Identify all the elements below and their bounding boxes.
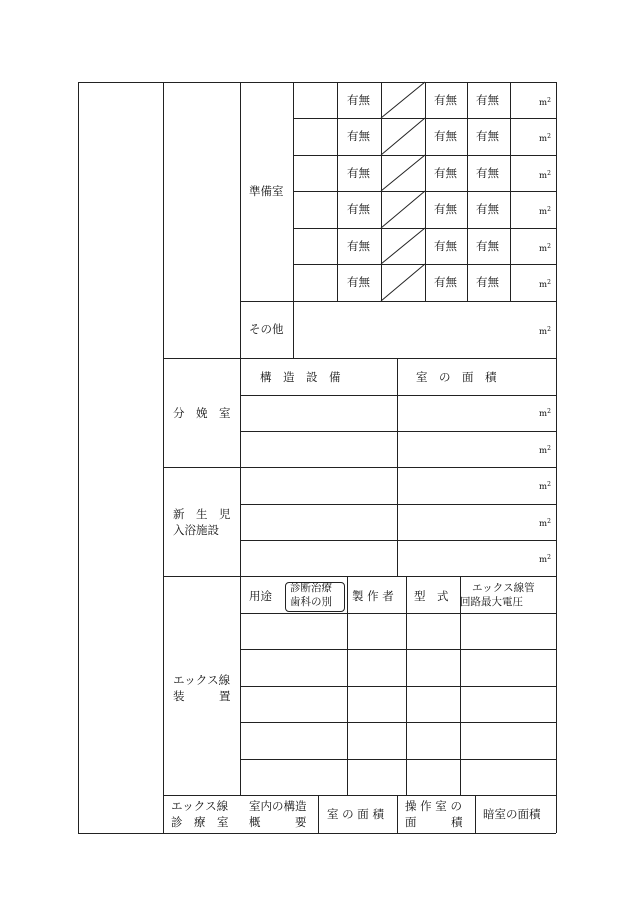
- newborn-r2-unit: $m^2$: [539, 518, 551, 529]
- xray-device-label-line1: エックス線: [173, 673, 231, 687]
- use-header: 用途: [249, 589, 272, 603]
- newborn-row-line-2: [240, 540, 556, 541]
- prep-r1-c: 有無: [476, 93, 499, 107]
- darkroom-area-header: 暗室の面積: [483, 807, 541, 821]
- delivery-header-line: [240, 395, 556, 396]
- newborn-label-line2: 入浴施設: [173, 523, 219, 537]
- prep-r3-a: 有無: [347, 166, 370, 180]
- maker-header: 製 作 者: [352, 589, 394, 603]
- prep-r2-b: 有無: [434, 129, 457, 143]
- prep-r4-b: 有無: [434, 202, 457, 216]
- prep-r2-unit: $m^2$: [539, 133, 551, 144]
- newborn-label-line1: 新 生 児: [173, 507, 231, 521]
- room-structure-line1: 室内の構造: [249, 799, 307, 813]
- other-label: その他: [249, 322, 284, 336]
- voltage-header-line1: エックス線管: [472, 582, 535, 594]
- xray-room-divider-3: [475, 795, 476, 833]
- xray-row-line-3: [240, 722, 556, 723]
- xray-room-label-line2: 診 療 室: [171, 815, 229, 829]
- delivery-r1-unit: $m^2$: [539, 408, 551, 419]
- xray-row-line-4: [240, 759, 556, 760]
- xray-room-divider-2: [397, 795, 398, 833]
- area-header: 室 の 面 積: [416, 370, 497, 384]
- prep-r4-a: 有無: [347, 202, 370, 216]
- prep-r5-b: 有無: [434, 239, 457, 253]
- structure-header: 構 造 設 備: [260, 370, 341, 384]
- delivery-room-label: 分 娩 室: [173, 406, 231, 420]
- prep-r6-a: 有無: [347, 275, 370, 289]
- prep-r4-unit: $m^2$: [539, 206, 551, 217]
- prep-r4-c: 有無: [476, 202, 499, 216]
- prep-room-label: 準備室: [249, 184, 284, 198]
- newborn-bottom-line: [163, 576, 556, 577]
- delivery-row-line-1: [240, 431, 556, 432]
- prep-r6-b: 有無: [434, 275, 457, 289]
- prep-r3-c: 有無: [476, 166, 499, 180]
- prep-r5-a: 有無: [347, 239, 370, 253]
- operation-area-line2: 面 積: [405, 815, 463, 829]
- operation-area-line1: 操 作 室 の: [405, 799, 462, 813]
- xray-device-label-line2: 装 置: [173, 689, 231, 703]
- delivery-bottom-line: [163, 467, 556, 468]
- prep-r1-b: 有無: [434, 93, 457, 107]
- delivery-r2-unit: $m^2$: [539, 445, 551, 456]
- xray-bottom-line: [163, 795, 556, 796]
- prep-r3-unit: $m^2$: [539, 170, 551, 181]
- newborn-r1-unit: $m^2$: [539, 481, 551, 492]
- xray-row-line-1: [240, 649, 556, 650]
- xray-room-divider-1: [318, 795, 319, 833]
- prep-r5-unit: $m^2$: [539, 243, 551, 254]
- use-bracket-line1: 診断治療: [290, 582, 332, 594]
- prep-r3-b: 有無: [434, 166, 457, 180]
- room-structure-line2: 概 要: [249, 815, 307, 829]
- voltage-header-line2: 回路最大電圧: [460, 596, 523, 608]
- other-unit: $m^2$: [539, 326, 551, 337]
- xray-row-line-2: [240, 686, 556, 687]
- model-header: 型 式: [414, 589, 449, 603]
- prep-r2-c: 有無: [476, 129, 499, 143]
- prep-r1-a: 有無: [347, 93, 370, 107]
- prep-r6-unit: $m^2$: [539, 279, 551, 290]
- prep-r6-c: 有無: [476, 275, 499, 289]
- newborn-r3-unit: $m^2$: [539, 554, 551, 565]
- use-bracket-line2: 歯科の別: [290, 596, 332, 608]
- prep-r1-unit: $m^2$: [539, 97, 551, 108]
- xray-room-label-line1: エックス線: [171, 799, 229, 813]
- prep-r5-c: 有無: [476, 239, 499, 253]
- xray-header-line: [240, 613, 556, 614]
- room-area-header: 室 の 面 積: [327, 807, 384, 821]
- newborn-row-line-1: [240, 504, 556, 505]
- prep-r2-a: 有無: [347, 129, 370, 143]
